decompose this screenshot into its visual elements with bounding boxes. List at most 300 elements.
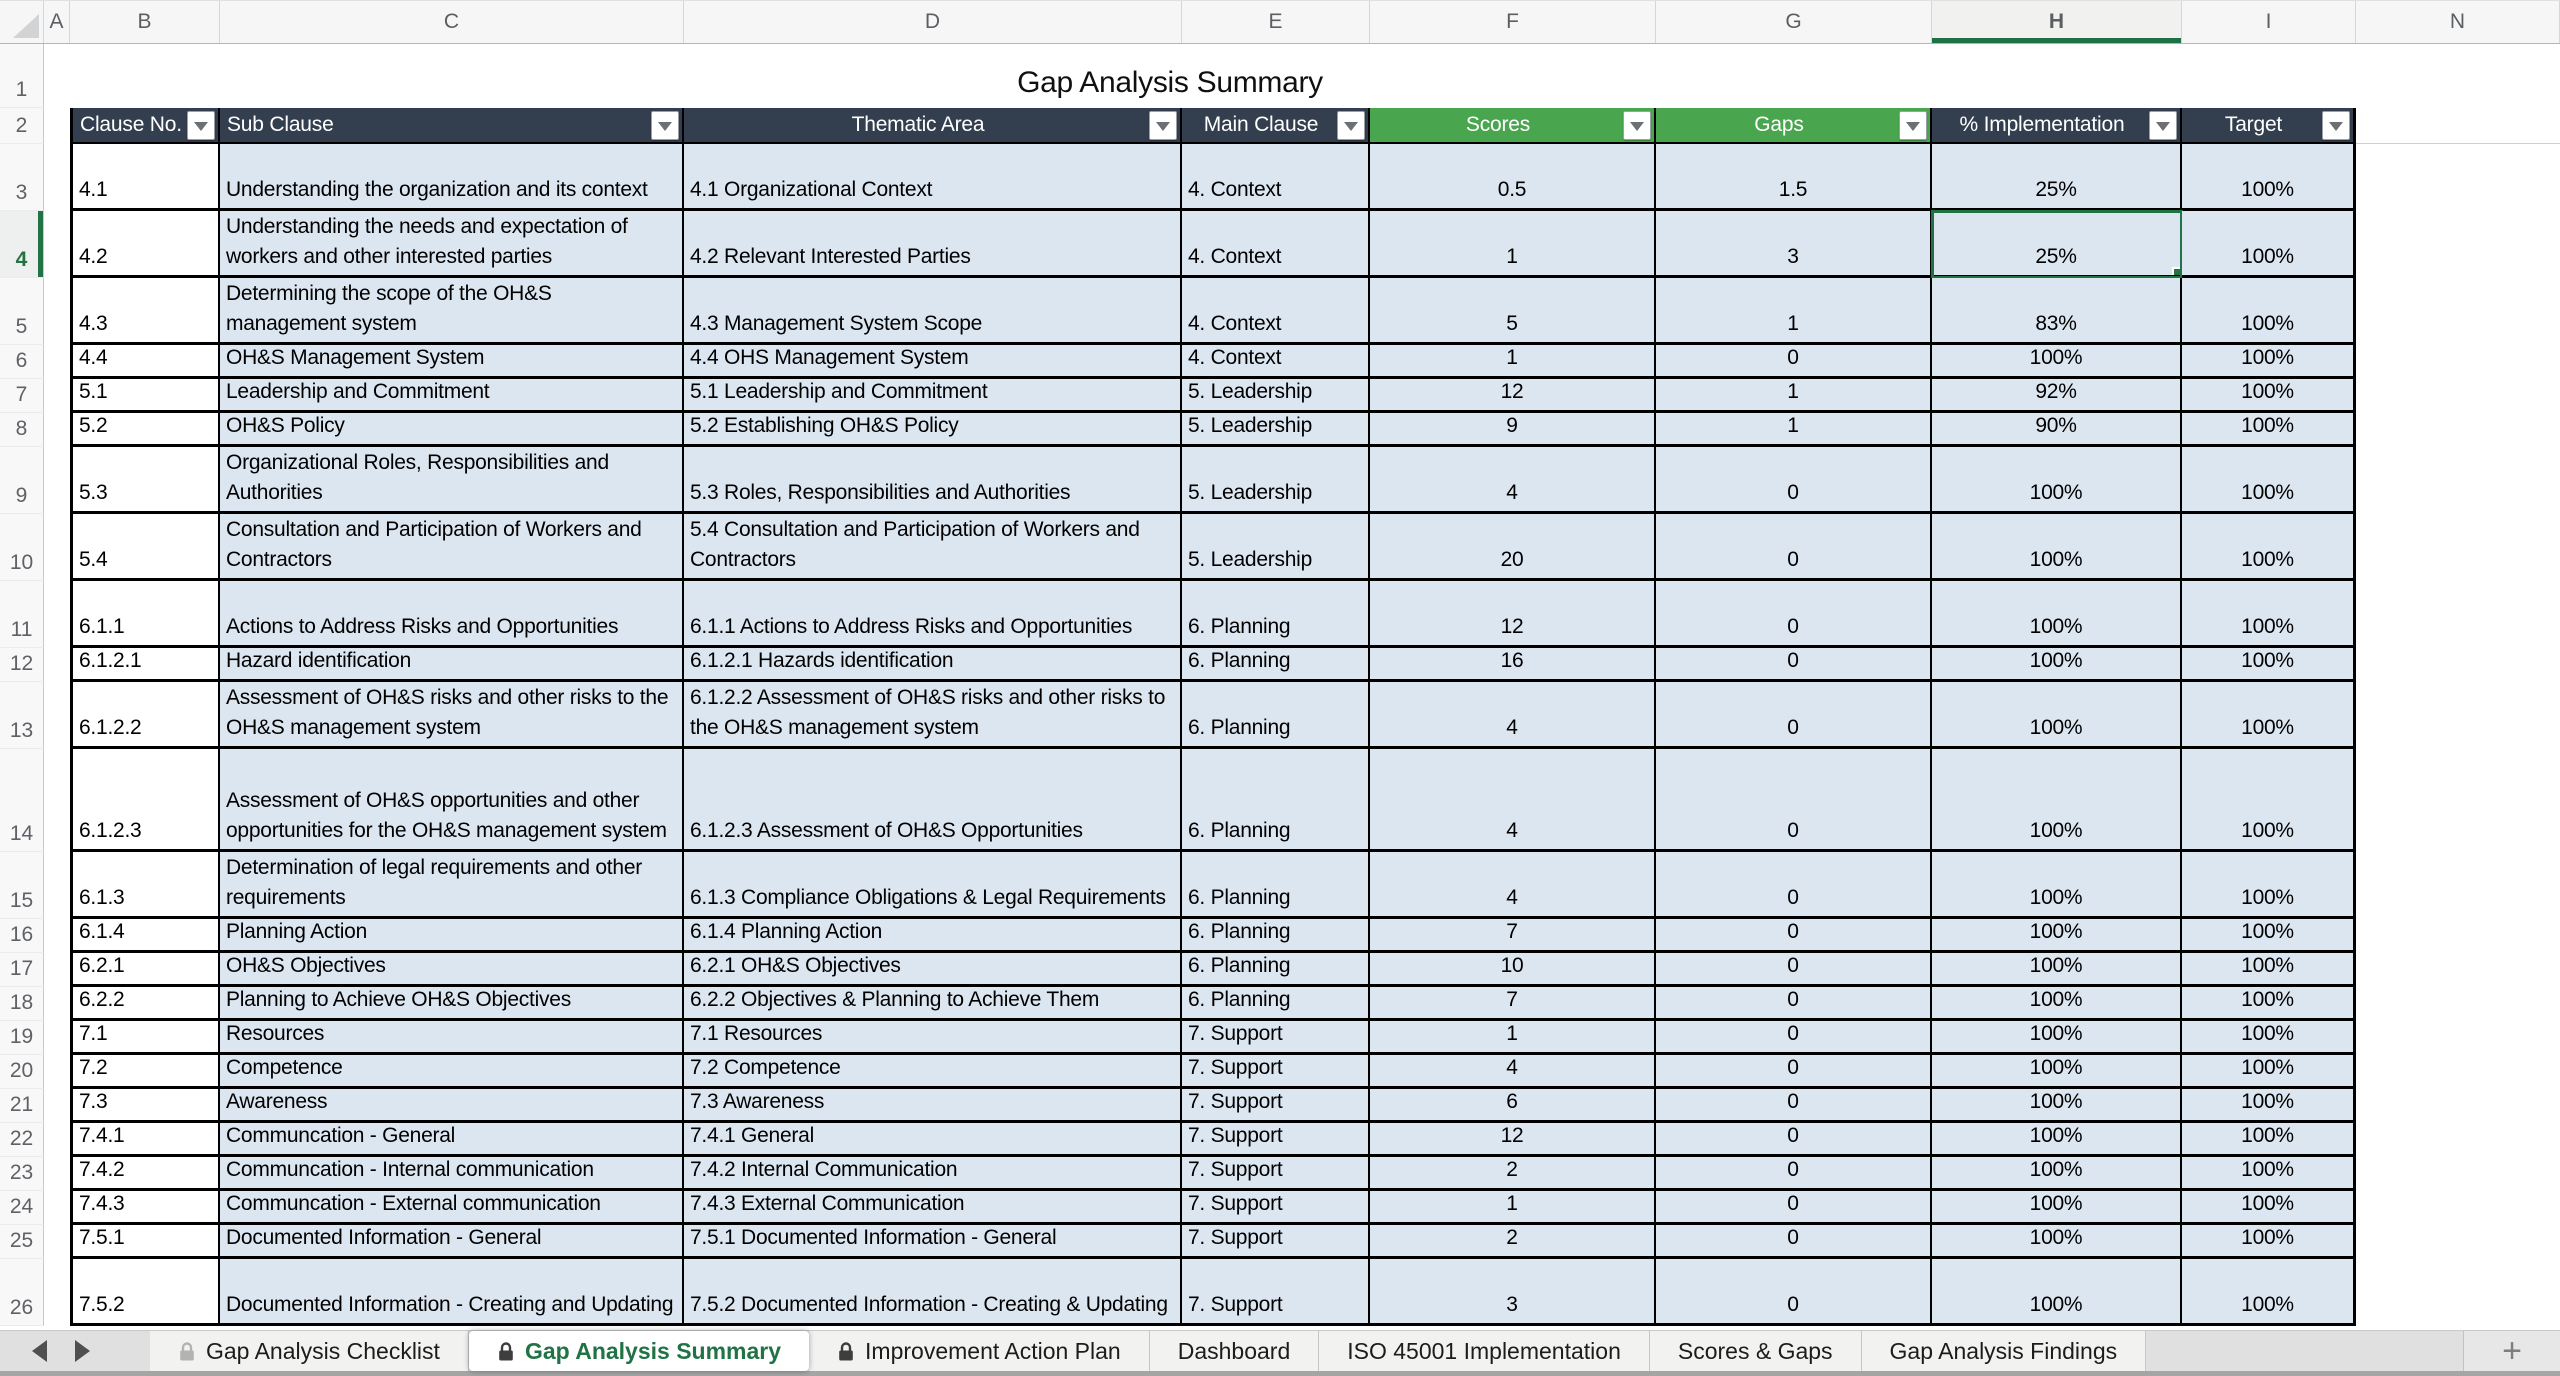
cell-gaps[interactable]: 0 xyxy=(1656,1089,1932,1123)
cell-clause-no[interactable]: 7.1 xyxy=(70,1021,220,1055)
cell-gaps[interactable]: 0 xyxy=(1656,447,1932,514)
cell-clause-no[interactable]: 7.5.1 xyxy=(70,1225,220,1259)
cell-target[interactable]: 100% xyxy=(2182,144,2356,211)
row-header-2[interactable]: 2 xyxy=(0,108,44,144)
row-header[interactable]: 20 xyxy=(0,1055,44,1089)
table-row xyxy=(0,514,2560,581)
prev-sheet-arrow-icon[interactable] xyxy=(32,1340,47,1362)
cell-sub-clause[interactable]: Consultation and Participation of Workers and Contractors xyxy=(220,514,684,581)
cell-clause-no[interactable]: 7.4.2 xyxy=(70,1157,220,1191)
row-header[interactable]: 6 xyxy=(0,345,44,379)
row-header[interactable]: 14 xyxy=(0,749,44,852)
sheet-tab[interactable] xyxy=(1650,1331,1862,1371)
empty-area xyxy=(2356,1089,2560,1123)
row-header[interactable]: 24 xyxy=(0,1191,44,1225)
cell-sub-clause[interactable]: Determining the scope of the OH&S management system xyxy=(220,278,684,345)
cell-sub-clause[interactable]: OH&S Policy xyxy=(220,413,684,447)
cell-gaps[interactable]: 1.5 xyxy=(1656,144,1932,211)
cell-thematic-area[interactable]: 7.5.1 Documented Information - General xyxy=(684,1225,1182,1259)
row-header[interactable]: 5 xyxy=(0,278,44,345)
empty-area xyxy=(2356,278,2560,345)
cell-gaps[interactable]: 0 xyxy=(1656,1225,1932,1259)
cell-gaps[interactable]: 0 xyxy=(1656,919,1932,953)
filter-dropdown-icon[interactable] xyxy=(1623,111,1651,140)
header-main-clause[interactable] xyxy=(1182,108,1370,144)
cell-thematic-area[interactable]: 4.2 Relevant Interested Parties xyxy=(684,211,1182,278)
cell-sub-clause[interactable]: Awareness xyxy=(220,1089,684,1123)
cell-scores[interactable]: 7 xyxy=(1370,987,1656,1021)
cell-target[interactable]: 100% xyxy=(2182,919,2356,953)
cell-gaps[interactable]: 0 xyxy=(1656,1021,1932,1055)
cell-clause-no[interactable]: 7.4.1 xyxy=(70,1123,220,1157)
filter-dropdown-icon[interactable] xyxy=(1899,111,1927,140)
filter-dropdown-icon[interactable] xyxy=(1149,111,1177,140)
row-header[interactable]: 13 xyxy=(0,682,44,749)
cell-main-clause[interactable]: 7. Support xyxy=(1182,1225,1370,1259)
cell-scores[interactable]: 4 xyxy=(1370,749,1656,852)
column-a-spacer xyxy=(44,1123,70,1157)
cell-gaps[interactable]: 0 xyxy=(1656,749,1932,852)
row-header[interactable]: 16 xyxy=(0,919,44,953)
cell-main-clause[interactable]: 6. Planning xyxy=(1182,919,1370,953)
cell-thematic-area[interactable]: 6.1.2.1 Hazards identification xyxy=(684,648,1182,682)
title-cell[interactable] xyxy=(44,44,2560,108)
cell-target[interactable]: 100% xyxy=(2182,1157,2356,1191)
cell-main-clause[interactable]: 5. Leadership xyxy=(1182,379,1370,413)
cell-implementation[interactable]: 100% xyxy=(1932,1157,2182,1191)
cell-clause-no[interactable]: 4.3 xyxy=(70,278,220,345)
row-header[interactable]: 25 xyxy=(0,1225,44,1259)
cell-thematic-area[interactable]: 7.4.1 General xyxy=(684,1123,1182,1157)
cell-main-clause[interactable]: 7. Support xyxy=(1182,1123,1370,1157)
cell-implementation[interactable]: 100% xyxy=(1932,1055,2182,1089)
cell-implementation[interactable]: 100% xyxy=(1932,1225,2182,1259)
cell-main-clause[interactable]: 5. Leadership xyxy=(1182,514,1370,581)
row-header[interactable]: 4 xyxy=(0,211,44,278)
column-a-spacer xyxy=(44,413,70,447)
cell-clause-no[interactable]: 6.2.2 xyxy=(70,987,220,1021)
empty-area xyxy=(2356,345,2560,379)
cell-sub-clause[interactable]: Communcation - External communication xyxy=(220,1191,684,1225)
sheet-tab[interactable] xyxy=(809,1331,1150,1371)
cell-clause-no[interactable]: 4.4 xyxy=(70,345,220,379)
cell-target[interactable]: 100% xyxy=(2182,1089,2356,1123)
cell-sub-clause[interactable]: Planning Action xyxy=(220,919,684,953)
column-header-d[interactable]: D xyxy=(684,1,1182,43)
cell-sub-clause[interactable]: Documented Information - General xyxy=(220,1225,684,1259)
cell-clause-no[interactable]: 6.1.2.3 xyxy=(70,749,220,852)
cell-thematic-area[interactable]: 5.1 Leadership and Commitment xyxy=(684,379,1182,413)
cell-gaps[interactable]: 1 xyxy=(1656,379,1932,413)
column-header-strip xyxy=(0,0,2560,44)
cell-thematic-area[interactable]: 7.1 Resources xyxy=(684,1021,1182,1055)
header-label: Clause No. xyxy=(80,113,182,136)
table-row xyxy=(0,648,2560,682)
cell-main-clause[interactable]: 4. Context xyxy=(1182,278,1370,345)
cell-main-clause[interactable]: 5. Leadership xyxy=(1182,447,1370,514)
sheet-tab[interactable] xyxy=(150,1331,469,1371)
cell-sub-clause[interactable]: Organizational Roles, Responsibilities and Authorities xyxy=(220,447,684,514)
cell-gaps[interactable]: 0 xyxy=(1656,1191,1932,1225)
cell-main-clause[interactable]: 6. Planning xyxy=(1182,581,1370,648)
cell-target[interactable]: 100% xyxy=(2182,648,2356,682)
cell-thematic-area[interactable]: 5.2 Establishing OH&S Policy xyxy=(684,413,1182,447)
cell-gaps[interactable]: 1 xyxy=(1656,278,1932,345)
cell-gaps[interactable]: 0 xyxy=(1656,648,1932,682)
cell-implementation[interactable]: 100% xyxy=(1932,514,2182,581)
cell-gaps[interactable]: 0 xyxy=(1656,514,1932,581)
header-label: Sub Clause xyxy=(227,113,334,136)
cell-main-clause[interactable]: 6. Planning xyxy=(1182,953,1370,987)
column-header-f[interactable]: F xyxy=(1370,1,1656,43)
column-header-c[interactable]: C xyxy=(220,1,684,43)
cell-gaps[interactable]: 0 xyxy=(1656,852,1932,919)
cell-implementation[interactable]: 100% xyxy=(1932,852,2182,919)
cell-scores[interactable]: 20 xyxy=(1370,514,1656,581)
cell-main-clause[interactable]: 4. Context xyxy=(1182,345,1370,379)
cell-clause-no[interactable]: 7.3 xyxy=(70,1089,220,1123)
row-header[interactable]: 9 xyxy=(0,447,44,514)
cell-sub-clause[interactable]: Assessment of OH&S opportunities and other opportunities for the OH&S management system xyxy=(220,749,684,852)
cell-scores[interactable]: 1 xyxy=(1370,345,1656,379)
cell-thematic-area[interactable]: 6.1.3 Compliance Obligations & Legal Requirements xyxy=(684,852,1182,919)
header-label: Thematic Area xyxy=(851,113,985,136)
row-header[interactable]: 12 xyxy=(0,648,44,682)
cell-gaps[interactable]: 1 xyxy=(1656,413,1932,447)
row-header[interactable]: 8 xyxy=(0,413,44,447)
cell-scores[interactable]: 12 xyxy=(1370,1123,1656,1157)
next-sheet-arrow-icon[interactable] xyxy=(75,1340,90,1362)
cell-implementation[interactable]: 100% xyxy=(1932,1089,2182,1123)
cell-main-clause[interactable]: 6. Planning xyxy=(1182,682,1370,749)
cell-thematic-area[interactable]: 7.4.2 Internal Communication xyxy=(684,1157,1182,1191)
cell-implementation[interactable]: 100% xyxy=(1932,682,2182,749)
cell-scores[interactable]: 4 xyxy=(1370,447,1656,514)
column-a-spacer xyxy=(44,1021,70,1055)
cell-implementation[interactable]: 100% xyxy=(1932,953,2182,987)
cell-scores[interactable]: 4 xyxy=(1370,852,1656,919)
column-a-spacer xyxy=(44,211,70,278)
table-row xyxy=(0,278,2560,345)
header-sub-clause[interactable] xyxy=(220,108,684,144)
cell-implementation[interactable]: 100% xyxy=(1932,581,2182,648)
cell-target[interactable]: 100% xyxy=(2182,1055,2356,1089)
cell-sub-clause[interactable]: Planning to Achieve OH&S Objectives xyxy=(220,987,684,1021)
row-header[interactable]: 19 xyxy=(0,1021,44,1055)
cell-target[interactable]: 100% xyxy=(2182,1191,2356,1225)
cell-gaps[interactable]: 0 xyxy=(1656,953,1932,987)
cell-implementation[interactable]: 100% xyxy=(1932,447,2182,514)
cell-thematic-area[interactable]: 6.1.2.3 Assessment of OH&S Opportunities xyxy=(684,749,1182,852)
cell-gaps[interactable]: 0 xyxy=(1656,682,1932,749)
cell-scores[interactable]: 1 xyxy=(1370,1021,1656,1055)
header-label: % Implementation xyxy=(1959,113,2125,136)
cell-thematic-area[interactable]: 7.5.2 Documented Information - Creating & Updating xyxy=(684,1259,1182,1326)
cell-scores[interactable]: 5 xyxy=(1370,278,1656,345)
cell-scores[interactable]: 0.5 xyxy=(1370,144,1656,211)
row-header[interactable]: 22 xyxy=(0,1123,44,1157)
cell-scores[interactable]: 4 xyxy=(1370,1055,1656,1089)
cell-implementation[interactable]: 100% xyxy=(1932,919,2182,953)
cell-sub-clause[interactable]: Hazard identification xyxy=(220,648,684,682)
title-row xyxy=(0,44,2560,108)
cell-sub-clause[interactable]: Documented Information - Creating and Updating xyxy=(220,1259,684,1326)
cell-thematic-area[interactable]: 6.2.2 Objectives & Planning to Achieve Them xyxy=(684,987,1182,1021)
column-a-spacer xyxy=(44,852,70,919)
cell-scores[interactable]: 1 xyxy=(1370,211,1656,278)
row-header[interactable]: 18 xyxy=(0,987,44,1021)
cell-clause-no[interactable]: 4.1 xyxy=(70,144,220,211)
sheet-tab-label: Dashboard xyxy=(1177,1337,1291,1364)
cell-gaps[interactable]: 0 xyxy=(1656,987,1932,1021)
cell-main-clause[interactable]: 5. Leadership xyxy=(1182,413,1370,447)
header-thematic-area[interactable] xyxy=(684,108,1182,144)
cell-thematic-area[interactable]: 7.2 Competence xyxy=(684,1055,1182,1089)
cell-implementation[interactable]: 92% xyxy=(1932,379,2182,413)
sheet-tab[interactable] xyxy=(1319,1331,1650,1371)
cell-scores[interactable]: 12 xyxy=(1370,379,1656,413)
cell-thematic-area[interactable]: 6.1.1 Actions to Address Risks and Opportunities xyxy=(684,581,1182,648)
cell-target[interactable]: 100% xyxy=(2182,413,2356,447)
cell-clause-no[interactable]: 5.4 xyxy=(70,514,220,581)
cell-target[interactable]: 100% xyxy=(2182,211,2356,278)
cell-implementation[interactable]: 83% xyxy=(1932,278,2182,345)
cell-clause-no[interactable]: 6.1.2.2 xyxy=(70,682,220,749)
empty-area xyxy=(2356,413,2560,447)
cell-sub-clause[interactable]: Leadership and Commitment xyxy=(220,379,684,413)
column-a-spacer xyxy=(44,379,70,413)
cell-scores[interactable]: 6 xyxy=(1370,1089,1656,1123)
cell-sub-clause[interactable]: Understanding the organization and its context xyxy=(220,144,684,211)
cell-main-clause[interactable]: 6. Planning xyxy=(1182,987,1370,1021)
header-label: Gaps xyxy=(1754,113,1804,136)
cell-gaps[interactable]: 0 xyxy=(1656,1157,1932,1191)
cell-gaps[interactable]: 0 xyxy=(1656,581,1932,648)
cell-main-clause[interactable]: 4. Context xyxy=(1182,144,1370,211)
cell-clause-no[interactable]: 7.5.2 xyxy=(70,1259,220,1326)
row-header[interactable]: 26 xyxy=(0,1259,44,1326)
cell-gaps[interactable]: 0 xyxy=(1656,1123,1932,1157)
cell-clause-no[interactable]: 6.1.1 xyxy=(70,581,220,648)
filter-dropdown-icon[interactable] xyxy=(2149,111,2177,140)
cell-clause-no[interactable]: 5.1 xyxy=(70,379,220,413)
table-header-row xyxy=(0,108,2560,144)
cell-target[interactable]: 100% xyxy=(2182,278,2356,345)
cell-thematic-area[interactable]: 4.4 OHS Management System xyxy=(684,345,1182,379)
cell-main-clause[interactable]: 7. Support xyxy=(1182,1055,1370,1089)
cell-thematic-area[interactable]: 4.1 Organizational Context xyxy=(684,144,1182,211)
header-target[interactable] xyxy=(2182,108,2356,144)
cell-implementation[interactable]: 25% xyxy=(1932,144,2182,211)
filter-dropdown-icon[interactable] xyxy=(2322,111,2350,140)
filter-dropdown-icon[interactable] xyxy=(651,111,679,140)
empty-area xyxy=(2356,379,2560,413)
row-header[interactable]: 17 xyxy=(0,953,44,987)
cell-target[interactable]: 100% xyxy=(2182,1225,2356,1259)
cell-thematic-area[interactable]: 7.3 Awareness xyxy=(684,1089,1182,1123)
cell-implementation[interactable]: 100% xyxy=(1932,1021,2182,1055)
cell-main-clause[interactable]: 7. Support xyxy=(1182,1259,1370,1326)
column-a-spacer xyxy=(44,1157,70,1191)
cell-scores[interactable]: 16 xyxy=(1370,648,1656,682)
empty-area xyxy=(2356,1157,2560,1191)
cell-implementation[interactable]: 100% xyxy=(1932,648,2182,682)
sheet-tab-label: Gap Analysis Findings xyxy=(1889,1337,2118,1364)
cell-sub-clause[interactable]: Actions to Address Risks and Opportunities xyxy=(220,581,684,648)
add-sheet-button[interactable]: + xyxy=(2502,1332,2522,1370)
cell-target[interactable]: 100% xyxy=(2182,852,2356,919)
column-header-n[interactable]: N xyxy=(2356,1,2560,43)
cell-scores[interactable]: 2 xyxy=(1370,1225,1656,1259)
row-header[interactable]: 7 xyxy=(0,379,44,413)
cell-target[interactable]: 100% xyxy=(2182,447,2356,514)
cell-scores[interactable]: 2 xyxy=(1370,1157,1656,1191)
sheet-tab-bar xyxy=(0,1330,2560,1371)
cell-implementation[interactable]: 100% xyxy=(1932,987,2182,1021)
header-scores[interactable] xyxy=(1370,108,1656,144)
cell-thematic-area[interactable]: 6.1.4 Planning Action xyxy=(684,919,1182,953)
row-header[interactable]: 10 xyxy=(0,514,44,581)
cell-sub-clause[interactable]: Competence xyxy=(220,1055,684,1089)
column-header-h-selected[interactable]: H xyxy=(1932,1,2182,43)
cell-main-clause[interactable]: 4. Context xyxy=(1182,211,1370,278)
empty-area xyxy=(2356,447,2560,514)
cell-thematic-area[interactable]: 6.1.2.2 Assessment of OH&S risks and other risks to the OH&S management system xyxy=(684,682,1182,749)
column-a-spacer xyxy=(44,447,70,514)
window-bottom-edge xyxy=(0,1371,2560,1376)
cell-clause-no[interactable]: 4.2 xyxy=(70,211,220,278)
sheet-tab[interactable] xyxy=(1862,1331,2147,1371)
cell-implementation[interactable]: 100% xyxy=(1932,1259,2182,1326)
cell-scores[interactable]: 7 xyxy=(1370,919,1656,953)
cell-clause-no[interactable]: 6.2.1 xyxy=(70,953,220,987)
sheet-tab-label: ISO 45001 Implementation xyxy=(1347,1337,1621,1364)
row-header[interactable]: 11 xyxy=(0,581,44,648)
cell-target[interactable]: 100% xyxy=(2182,987,2356,1021)
cell-thematic-area[interactable]: 4.3 Management System Scope xyxy=(684,278,1182,345)
cell-thematic-area[interactable]: 5.3 Roles, Responsibilities and Authorities xyxy=(684,447,1182,514)
cell-clause-no[interactable]: 6.1.4 xyxy=(70,919,220,953)
header-clause-no[interactable] xyxy=(70,108,220,144)
header-gaps[interactable] xyxy=(1656,108,1932,144)
cell-clause-no[interactable]: 7.2 xyxy=(70,1055,220,1089)
cell-sub-clause[interactable]: OH&S Management System xyxy=(220,345,684,379)
cell-target[interactable]: 100% xyxy=(2182,581,2356,648)
row-header[interactable]: 15 xyxy=(0,852,44,919)
cell-scores[interactable]: 4 xyxy=(1370,682,1656,749)
cell-target[interactable]: 100% xyxy=(2182,1259,2356,1326)
cell-implementation[interactable]: 100% xyxy=(1932,749,2182,852)
cell-main-clause[interactable]: 7. Support xyxy=(1182,1089,1370,1123)
cell-implementation[interactable]: 100% xyxy=(1932,1123,2182,1157)
empty-area xyxy=(2356,648,2560,682)
cell-main-clause[interactable]: 7. Support xyxy=(1182,1021,1370,1055)
select-all-corner[interactable] xyxy=(0,1,44,43)
cell-thematic-area[interactable]: 7.4.3 External Communication xyxy=(684,1191,1182,1225)
cell-main-clause[interactable]: 7. Support xyxy=(1182,1157,1370,1191)
sheet-tab[interactable] xyxy=(1150,1331,1320,1371)
filter-dropdown-icon[interactable] xyxy=(1337,111,1365,140)
column-a-spacer xyxy=(44,1089,70,1123)
cell-target[interactable]: 100% xyxy=(2182,1021,2356,1055)
row-header-1[interactable]: 1 xyxy=(0,44,44,108)
cell-target[interactable]: 100% xyxy=(2182,953,2356,987)
sheet-tab-label: Gap Analysis Checklist xyxy=(206,1337,440,1364)
filter-dropdown-icon[interactable] xyxy=(187,111,215,140)
cell-sub-clause[interactable]: OH&S Objectives xyxy=(220,953,684,987)
cell-main-clause[interactable]: 6. Planning xyxy=(1182,648,1370,682)
cell-target[interactable]: 100% xyxy=(2182,379,2356,413)
cell-thematic-area[interactable]: 6.2.1 OH&S Objectives xyxy=(684,953,1182,987)
cell-thematic-area[interactable]: 5.4 Consultation and Participation of Workers and Contractors xyxy=(684,514,1182,581)
column-header-e[interactable]: E xyxy=(1182,1,1370,43)
table-row xyxy=(0,749,2560,852)
cell-sub-clause[interactable]: Communcation - General xyxy=(220,1123,684,1157)
cell-scores[interactable]: 9 xyxy=(1370,413,1656,447)
cell-scores[interactable]: 3 xyxy=(1370,1259,1656,1326)
sheet-tab[interactable] xyxy=(469,1331,809,1371)
empty-area xyxy=(2356,211,2560,278)
cell-scores[interactable]: 12 xyxy=(1370,581,1656,648)
cell-target[interactable]: 100% xyxy=(2182,345,2356,379)
cell-main-clause[interactable]: 6. Planning xyxy=(1182,852,1370,919)
cell-implementation[interactable]: 100% xyxy=(1932,345,2182,379)
row-header[interactable]: 21 xyxy=(0,1089,44,1123)
cell-main-clause[interactable]: 7. Support xyxy=(1182,1191,1370,1225)
column-a-spacer xyxy=(44,1191,70,1225)
cell-clause-no[interactable]: 5.3 xyxy=(70,447,220,514)
column-header-i[interactable]: I xyxy=(2182,1,2356,43)
cell-sub-clause[interactable]: Resources xyxy=(220,1021,684,1055)
cell-sub-clause[interactable]: Understanding the needs and expectation of workers and other interested parties xyxy=(220,211,684,278)
cell-clause-no[interactable]: 6.1.2.1 xyxy=(70,648,220,682)
column-a-spacer xyxy=(44,581,70,648)
header-implementation[interactable] xyxy=(1932,108,2182,144)
cell-gaps[interactable]: 3 xyxy=(1656,211,1932,278)
cell-sub-clause[interactable]: Communcation - Internal communication xyxy=(220,1157,684,1191)
row-header[interactable]: 23 xyxy=(0,1157,44,1191)
cell-clause-no[interactable]: 5.2 xyxy=(70,413,220,447)
column-a-spacer xyxy=(44,1055,70,1089)
cell-clause-no[interactable]: 7.4.3 xyxy=(70,1191,220,1225)
cell-target[interactable]: 100% xyxy=(2182,1123,2356,1157)
cell-scores[interactable]: 1 xyxy=(1370,1191,1656,1225)
cell-sub-clause[interactable]: Determination of legal requirements and other requirements xyxy=(220,852,684,919)
row-header[interactable]: 3 xyxy=(0,144,44,211)
cell-gaps[interactable]: 0 xyxy=(1656,1259,1932,1326)
cell-clause-no[interactable]: 6.1.3 xyxy=(70,852,220,919)
cell-target[interactable]: 100% xyxy=(2182,514,2356,581)
table-row xyxy=(0,1123,2560,1157)
column-header-a[interactable]: A xyxy=(44,1,70,43)
cell-gaps[interactable]: 0 xyxy=(1656,1055,1932,1089)
cell-target[interactable]: 100% xyxy=(2182,682,2356,749)
table-row xyxy=(0,447,2560,514)
column-header-g[interactable]: G xyxy=(1656,1,1932,43)
cell-implementation[interactable]: 25% xyxy=(1932,211,2182,278)
cell-scores[interactable]: 10 xyxy=(1370,953,1656,987)
table-body xyxy=(0,144,2560,1330)
cell-sub-clause[interactable]: Assessment of OH&S risks and other risks to the OH&S management system xyxy=(220,682,684,749)
cell-implementation[interactable]: 100% xyxy=(1932,1191,2182,1225)
column-header-b[interactable]: B xyxy=(70,1,220,43)
table-row xyxy=(0,1089,2560,1123)
cell-gaps[interactable]: 0 xyxy=(1656,345,1932,379)
cell-target[interactable]: 100% xyxy=(2182,749,2356,852)
cell-implementation[interactable]: 90% xyxy=(1932,413,2182,447)
cell-main-clause[interactable]: 6. Planning xyxy=(1182,749,1370,852)
table-row xyxy=(0,413,2560,447)
